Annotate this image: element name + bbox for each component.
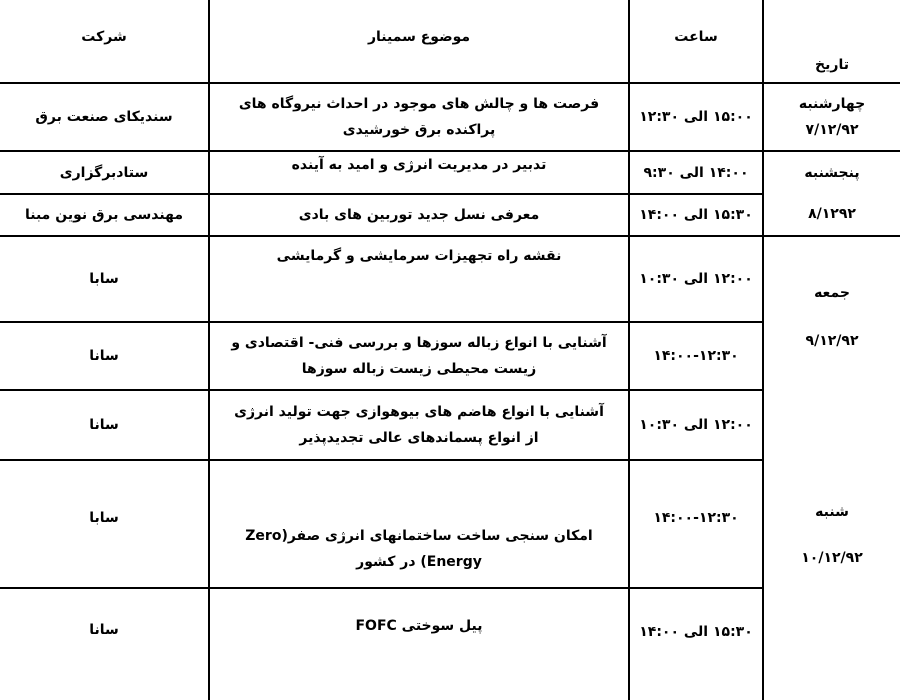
date-value: ۹/۱۲/۹۲ <box>805 333 859 349</box>
day-name: شنبه <box>815 504 849 520</box>
time-cell: ۱۵:۳۰ الی ۱۴:۰۰ <box>639 207 753 223</box>
company-cell: سانا <box>89 622 119 638</box>
company-cell: سابا <box>89 510 119 526</box>
topic-cell: تدبیر در مدیریت انرژی و امید به آینده <box>291 157 547 173</box>
company-cell: مهندسی برق نوین مبنا <box>25 207 183 223</box>
topic-line: زیست محیطی زیست زباله سوزها <box>301 361 537 377</box>
day-name: جمعه <box>814 285 850 301</box>
time-cell: ۱۵:۰۰ الی ۱۲:۳۰ <box>639 109 753 125</box>
header-topic: موضوع سمینار <box>367 29 471 45</box>
company-cell: سانا <box>89 417 119 433</box>
date-cell <box>764 480 900 590</box>
company-cell: سانا <box>89 348 119 364</box>
date-value: ۷/۱۲/۹۲ <box>805 122 859 138</box>
day-name: پنجشنبه <box>804 164 860 181</box>
time-cell: ۱۵:۳۰ الی ۱۴:۰۰ <box>639 624 753 640</box>
time-cell: ۱۲:۰۰ الی ۱۰:۳۰ <box>639 417 753 433</box>
topic-cell <box>210 323 628 389</box>
topic-cell: معرفی نسل جدید توربین های بادی <box>298 207 540 223</box>
topic-line: پراکنده برق خورشیدی <box>342 122 496 138</box>
topic-line: آشنایی با انواع هاضم های بیوهوازی جهت تولید انرژی <box>234 404 604 420</box>
date-value: ۸/۱۲۹۲ <box>808 206 856 223</box>
time-cell: ۱۴:۰۰ الی ۹:۳۰ <box>643 164 749 181</box>
day-name: چهارشنبه <box>798 96 866 112</box>
header-company: شرکت <box>81 29 127 45</box>
topic-cell <box>210 391 628 459</box>
header-time: ساعت <box>674 29 718 45</box>
time-cell: ۱۴:۰۰-۱۲:۳۰ <box>653 348 739 364</box>
topic-line: امکان سنجی ساخت ساختمانهای انرژی صفر(Zero <box>245 528 593 544</box>
date-cell <box>764 152 900 235</box>
company-cell: سابا <box>89 271 119 287</box>
topic-line: Energy) در کشور <box>356 554 482 570</box>
topic-cell: نقشه راه تجهیزات سرمایشی و گرمایشی <box>276 248 562 264</box>
date-value: ۱۰/۱۲/۹۲ <box>801 550 863 566</box>
time-cell: ۱۴:۰۰-۱۲:۳۰ <box>653 510 739 526</box>
topic-cell <box>210 84 628 150</box>
time-cell: ۱۲:۰۰ الی ۱۰:۳۰ <box>639 271 753 287</box>
topic-cell <box>210 461 628 587</box>
company-cell: ستادبرگزاری <box>59 164 149 181</box>
header-date: تاریخ <box>815 57 849 73</box>
topic-line: فرصت ها و چالش های موجود در احداث نیروگاه های <box>238 96 600 112</box>
topic-line: آشنایی با انواع زباله سوزها و بررسی فنی- اقتصادی و <box>231 335 607 351</box>
date-cell <box>764 237 900 397</box>
topic-cell: پیل سوختی FOFC <box>355 618 483 634</box>
date-cell <box>764 84 900 150</box>
topic-line: از انواع پسماندهای عالی تجدیدپذیر <box>299 430 539 446</box>
company-cell: سندیکای صنعت برق <box>35 109 173 125</box>
